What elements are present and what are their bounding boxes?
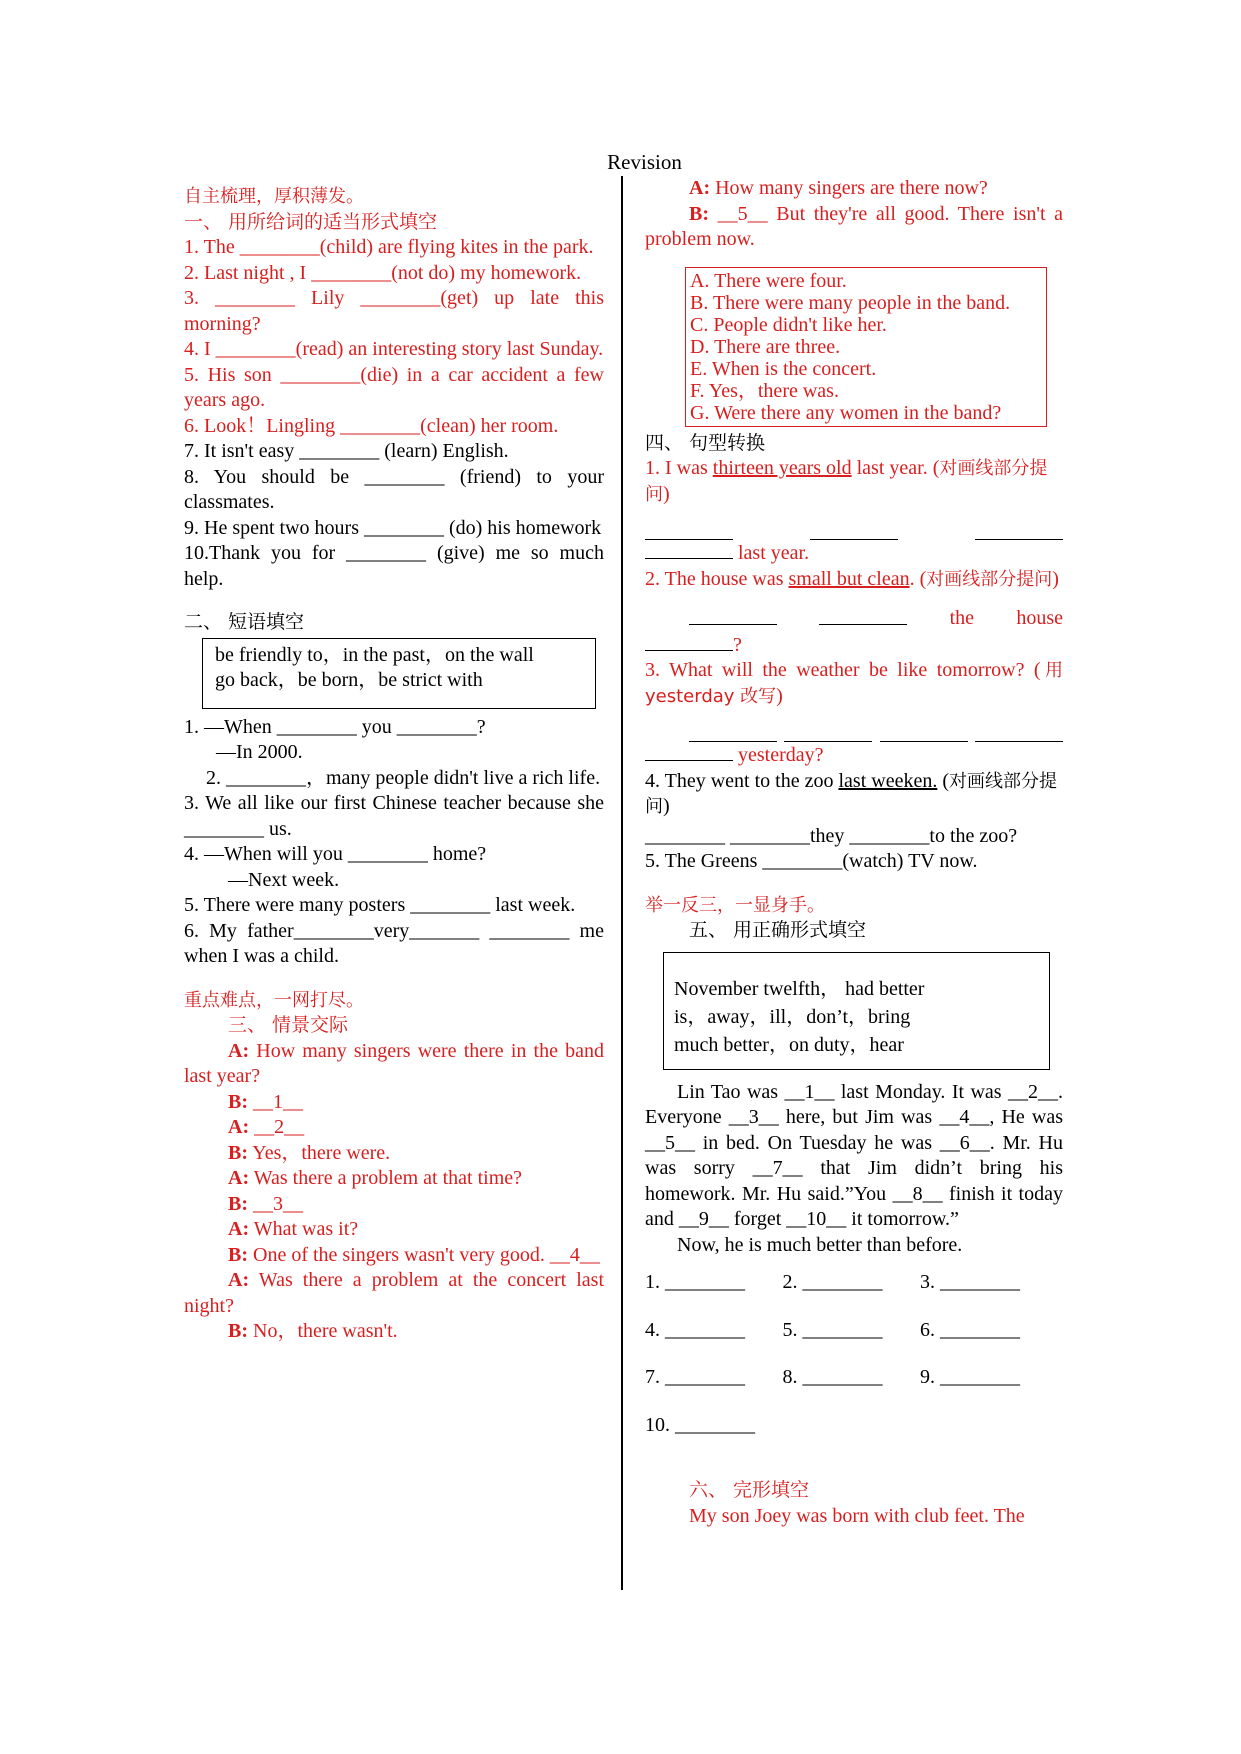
dialogue-line: A: How many singers are there now? (689, 177, 988, 199)
left-column (184, 184, 604, 1345)
section2-title: 二、 短语填空 (184, 611, 305, 633)
list-item: 1. —When ________ you ________? (184, 715, 486, 738)
option-item: G. Were there any women in the band? (690, 401, 1002, 424)
answer-blank[interactable] (645, 742, 733, 761)
section4-q1: 1. I was thirteen years old last year. (对画线部分提问) last year. (645, 456, 1063, 567)
answer-slot[interactable]: 1. ________ (645, 1271, 745, 1293)
word-line: November twelfth， had better (674, 977, 925, 1000)
option-item: F. Yes，there was. (690, 379, 839, 402)
dialogue-line: A: What was it? (228, 1218, 359, 1240)
focus-heading: 重点难点，一网打尽。 (184, 989, 364, 1011)
phrase-line: be friendly to，in the past，on the wall (215, 643, 534, 666)
section5-title: 五、 用正确形式填空 (689, 919, 867, 941)
dialogue-line: B: Yes，there were. (228, 1141, 391, 1164)
option-item: E. When is the concert. (690, 357, 877, 380)
answer-slot[interactable]: 10. ________ (645, 1413, 755, 1436)
passage: Lin Tao was __1__ last Monday. It was __2__. Everyone __3__ here, but Jim was __4__, He was __5__ in bed. On Tuesday he was __6__. Mr. Hu was sorry __7__ that Jim didn’t bring his homework. Mr. Hu said.”You __8__ finish it today and __9__ forget __10__ it tomorrow.” (645, 1080, 1063, 1230)
word-line: much better，on duty，hear (674, 1033, 904, 1056)
option-item: B. There were many people in the band. (690, 291, 1011, 314)
answer-blank[interactable] (645, 540, 733, 559)
phrase-line: go back，be born，be strict with (215, 669, 483, 691)
dialogue-continued (645, 176, 1063, 253)
list-item: —Next week. (228, 868, 340, 891)
dialogue-line: A: Was there a problem at that time? (228, 1167, 523, 1189)
list-item: 5. There were many posters ________ last week. (184, 894, 576, 916)
list-item: 7. It isn't easy ________ (learn) English. (184, 440, 509, 462)
list-item: 8. You should be ________ (friend) to your classmates. (184, 465, 604, 513)
list-item: 4. I ________(read) an interesting story last Sunday. (184, 338, 604, 360)
dialogue (184, 1039, 604, 1345)
list-item: 3. We all like our first Chinese teacher because she ________ us. (184, 792, 604, 840)
answer-slot[interactable]: 2. ________ (782, 1271, 883, 1293)
section6-title: 六、 完形填空 (689, 1479, 810, 1501)
passage-end: Now, he is much better than before. (677, 1233, 963, 1256)
answer-blank[interactable] (689, 723, 777, 742)
intro-heading: 自主梳理，厚积薄发。 (184, 186, 364, 207)
dialogue-line: B: No，there wasn't. (228, 1320, 398, 1342)
answer-blank[interactable] (975, 521, 1063, 540)
answer-slot[interactable]: 5. ________ (782, 1318, 883, 1341)
option-item: C. People didn't like her. (690, 313, 887, 336)
dialogue-line: B: __3__ (228, 1192, 303, 1215)
answer-slot[interactable]: 6. ________ (920, 1318, 1020, 1341)
section3-title: 三、 情景交际 (228, 1014, 349, 1036)
list-item: 3. ________ Lily ________(get) up late this morning? (184, 287, 604, 335)
section6-text: My son Joey was born with club feet. The (689, 1504, 1025, 1527)
practice-heading: 举一反三，一显身手。 (645, 894, 825, 916)
word-box (663, 952, 1050, 1070)
list-item: 4. —When will you ________ home? (184, 843, 487, 865)
list-item: 1. The ________(child) are flying kites in the park. (184, 236, 594, 258)
section1-title: 一、 用所给词的适当形式填空 (184, 210, 438, 233)
dialogue-line: B: One of the singers wasn't very good. __4__ (228, 1243, 600, 1266)
answer-slot[interactable]: 8. ________ (782, 1366, 883, 1388)
answer-line: ________ ________they ________to the zoo? (645, 824, 1018, 847)
answer-slot[interactable]: 9. ________ (920, 1366, 1020, 1388)
section1-list (184, 235, 604, 439)
answer-grid (645, 1270, 1063, 1438)
answer-blank[interactable] (689, 606, 777, 625)
dialogue-line: B: __5__ But they're all good. There isn't a problem now. (645, 202, 1063, 250)
list-item: 2. ________，many people didn't live a rich life. (206, 766, 601, 789)
answer-blank[interactable] (975, 723, 1063, 742)
answer-slot[interactable]: 4. ________ (645, 1318, 745, 1341)
word-line: is，away，ill，don’t，bring (674, 1005, 911, 1028)
dialogue-line: B: __1__ (228, 1090, 303, 1113)
section4-title: 四、 句型转换 (645, 431, 766, 454)
answer-slot[interactable]: 7. ________ (645, 1366, 745, 1388)
list-item: 9. He spent two hours ________ (do) his homework (184, 516, 602, 539)
section4-q3: 3. What will the weather be like tomorrow? (用 yesterday 改写) yesterday? (645, 659, 1063, 766)
list-item: 2. Last night , I ________(not do) my homework. (184, 261, 582, 284)
answer-blank[interactable] (819, 606, 907, 625)
section4-q2: 2. The house was small but clean. (对画线部分提问) the house ? (645, 567, 1063, 656)
list-item: 5. His son ________(die) in a car accident a few years ago. (184, 363, 604, 411)
option-item: A. There were four. (690, 269, 847, 292)
answer-blank[interactable] (810, 521, 898, 540)
options-box (685, 267, 1047, 427)
list-item: 6. My father________very_______ ________ me when I was a child. (184, 919, 604, 967)
column-divider (621, 176, 623, 1590)
answer-blank[interactable] (784, 723, 872, 742)
phrase-box (202, 638, 596, 709)
section4-q4: 4. They went to the zoo last weeken. (对画线部分提问) ________ ________they ________to the zoo? 5. The Greens ________(watch) TV now. (645, 769, 1063, 875)
answer-slot[interactable]: 3. ________ (920, 1271, 1020, 1293)
dialogue-line: A: Was there a problem at the concert last night? (184, 1269, 604, 1317)
answer-blank[interactable] (645, 632, 733, 651)
answer-blank[interactable] (645, 521, 733, 540)
dialogue-line: A: __2__ (228, 1116, 305, 1138)
section4-q5: 5. The Greens ________(watch) TV now. (645, 850, 978, 872)
option-item: D. There are three. (690, 335, 841, 358)
list-item: 10.Thank you for ________ (give) me so much help. (184, 542, 604, 590)
right-column (645, 176, 1063, 1529)
answer-blank[interactable] (880, 723, 968, 742)
list-item: 6. Look！Lingling ________(clean) her room. (184, 414, 559, 437)
dialogue-line: A: How many singers were there in the band last year? (184, 1039, 604, 1087)
section1-list-cont (184, 439, 604, 592)
page-title: Revision (607, 150, 682, 174)
list-item: —In 2000. (216, 741, 303, 763)
